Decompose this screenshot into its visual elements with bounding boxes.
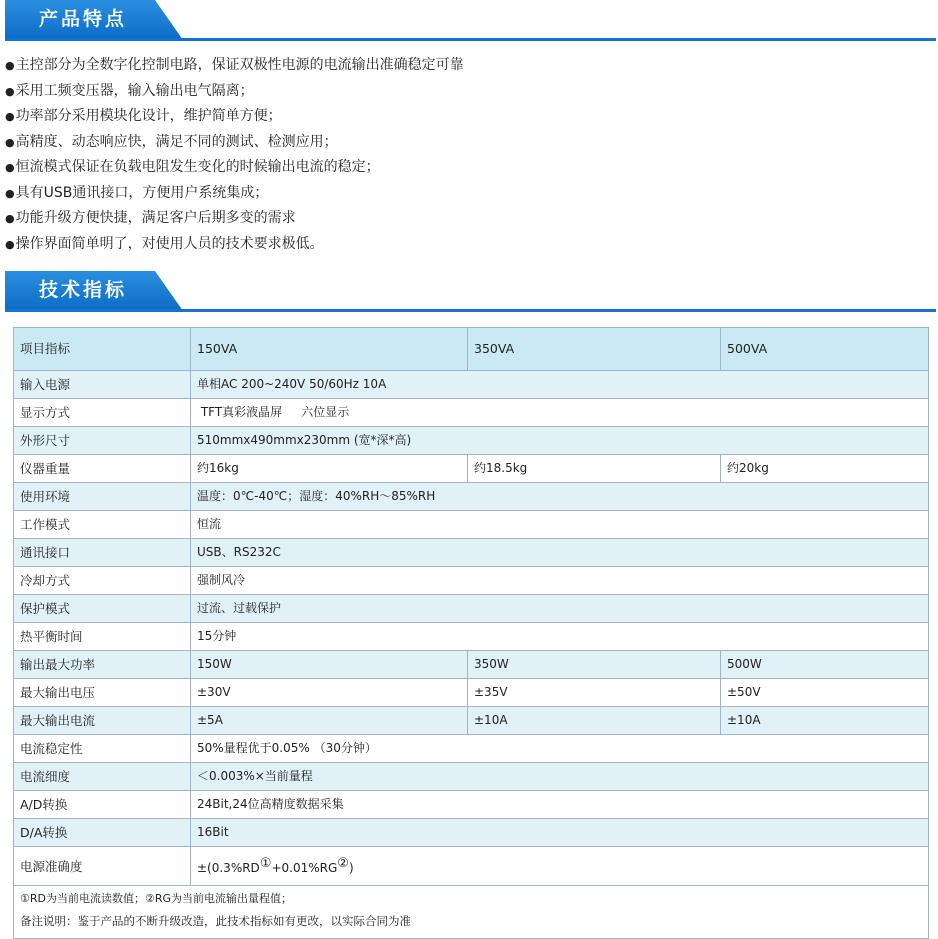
table-row: [14, 539, 929, 567]
header-cell: 150VA: [191, 328, 468, 371]
table-row: [14, 427, 929, 455]
note-disclaimer: 备注说明：鉴于产品的不断升级改造，此技术指标如有更改，以实际合同为准: [20, 914, 411, 928]
row-value: 约20kg: [721, 455, 929, 483]
row-value: 16Bit: [191, 819, 929, 847]
row-value: 恒流: [191, 511, 929, 539]
table-row: [14, 455, 929, 483]
row-value: 约18.5kg: [468, 455, 721, 483]
feature-item: ●恒流模式保证在负载电阻发生变化的时候输出电流的稳定；: [5, 159, 380, 175]
table-row: [14, 707, 929, 735]
header-underline: [5, 309, 936, 312]
note-definitions: ①RD为当前电流读数值；②RG为当前电流输出量程值；: [20, 892, 293, 905]
table-row: [14, 847, 929, 886]
row-value: 50%量程优于0.05% （30分钟）: [191, 735, 929, 763]
bullet-icon: ●: [5, 186, 15, 200]
header-cell: 500VA: [721, 328, 929, 371]
table-row: [14, 511, 929, 539]
row-value: 15分钟: [191, 623, 929, 651]
bullet-icon: ●: [5, 84, 15, 98]
table-row: [14, 399, 929, 427]
table-row: [14, 763, 929, 791]
row-label: 外形尺寸: [14, 427, 191, 455]
row-label: 最大输出电压: [14, 679, 191, 707]
header-underline: [5, 38, 936, 41]
table-row: [14, 679, 929, 707]
features-title: 产品特点: [39, 8, 128, 30]
table-row: [14, 595, 929, 623]
table-row: [14, 567, 929, 595]
spec-table: [13, 327, 929, 939]
row-label: 保护模式: [14, 595, 191, 623]
bullet-icon: ●: [5, 212, 15, 225]
feature-item: ●高精度、动态响应快，满足不同的测试、检测应用；: [5, 133, 338, 150]
row-label: 电流稳定性: [14, 735, 191, 763]
table-row: [14, 483, 929, 511]
row-value: ±(0.3%RD①+0.01%RG②): [191, 847, 929, 886]
row-label: 输入电源: [14, 371, 191, 399]
row-value: 单相AC 200~240V 50/60Hz 10A: [191, 371, 929, 399]
row-value: 约16kg: [191, 455, 468, 483]
feature-item: ●采用工频变压器，输入输出电气隔离；: [5, 82, 254, 99]
table-row: [14, 735, 929, 763]
row-value: ±30V: [191, 679, 468, 707]
table-row: [14, 371, 929, 399]
specs-title: 技术指标: [39, 279, 128, 301]
row-label: 电流细度: [14, 763, 191, 791]
features-list: [5, 53, 930, 257]
table-row: [14, 819, 929, 847]
header-cell: 项目指标: [14, 328, 191, 371]
notes-cell: [14, 886, 929, 939]
row-label: 最大输出电流: [14, 707, 191, 735]
row-label: 仪器重量: [14, 455, 191, 483]
row-label: D/A转换: [14, 819, 191, 847]
row-value: USB、RS232C: [191, 539, 929, 567]
row-value: TFT真彩液晶屏 六位显示: [191, 399, 929, 427]
row-value: ±10A: [721, 707, 929, 735]
table-row: [14, 651, 929, 679]
row-value: ±35V: [468, 679, 721, 707]
table-row: [14, 623, 929, 651]
row-value: 150W: [191, 651, 468, 679]
row-value: ±5A: [191, 707, 468, 735]
circled-one-mark: ①: [259, 856, 272, 871]
feature-item: ●主控部分为全数字化控制电路，保证双极性电源的电流输出准确稳定可靠: [5, 57, 464, 73]
feature-item: ●功能升级方便快捷，满足客户后期多变的需求: [5, 210, 296, 226]
bullet-icon: ●: [5, 59, 15, 72]
row-value: 350W: [468, 651, 721, 679]
bullet-icon: ●: [5, 110, 15, 123]
feature-item: ●操作界面简单明了，对使用人员的技术要求极低。: [5, 235, 324, 252]
circled-two-mark: ②: [337, 856, 349, 871]
feature-item: ●具有USB通讯接口，方便用户系统集成；: [5, 184, 269, 201]
bullet-icon: ●: [5, 237, 15, 251]
row-value: 500W: [721, 651, 929, 679]
header-cell: 350VA: [468, 328, 721, 371]
row-label: 工作模式: [14, 511, 191, 539]
row-value: ±10A: [468, 707, 721, 735]
row-value: 温度：0℃-40℃；湿度：40%RH～85%RH: [191, 483, 929, 511]
row-value: 过流、过载保护: [191, 595, 929, 623]
row-value: ±50V: [721, 679, 929, 707]
row-label: 显示方式: [14, 399, 191, 427]
bullet-icon: ●: [5, 135, 15, 149]
row-label: 使用环境: [14, 483, 191, 511]
table-header-row: [14, 328, 929, 371]
row-value: 510mmx490mmx230mm (宽*深*高): [191, 427, 929, 455]
bullet-icon: ●: [5, 161, 15, 174]
row-label: 通讯接口: [14, 539, 191, 567]
table-row: [14, 791, 929, 819]
row-label: 输出最大功率: [14, 651, 191, 679]
row-value: 24Bit,24位高精度数据采集: [191, 791, 929, 819]
row-value: 强制风冷: [191, 567, 929, 595]
row-value: ＜0.003%×当前量程: [191, 763, 929, 791]
feature-item: ●功率部分采用模块化设计，维护简单方便；: [5, 108, 282, 124]
specs-section-header: [5, 271, 936, 313]
row-label: 冷却方式: [14, 567, 191, 595]
row-label: 热平衡时间: [14, 623, 191, 651]
table-notes-row: [14, 886, 929, 939]
row-label: 电源准确度: [14, 847, 191, 886]
row-label: A/D转换: [14, 791, 191, 819]
features-section-header: [5, 0, 936, 42]
